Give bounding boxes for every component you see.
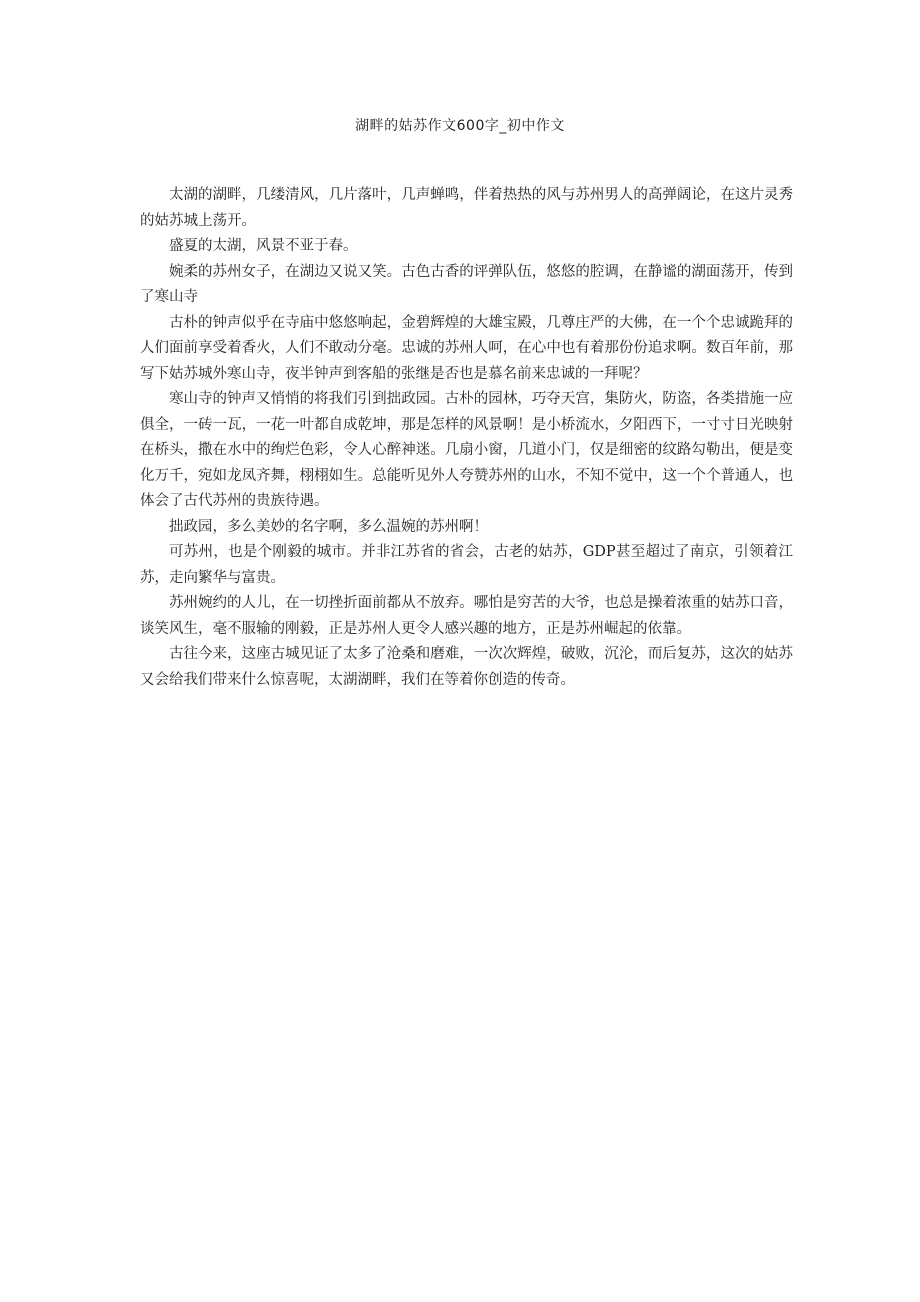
- document-body: [140, 183, 793, 693]
- paragraph-1: 太湖的湖畔，几缕清风，几片落叶，几声蝉鸣，伴着热热的风与苏州男人的高弹阔论，在这片灵秀的姑苏城上荡开。: [140, 187, 793, 229]
- paragraph-8: 苏州婉约的人儿，在一切挫折面前都从不放弃。哪怕是穷苦的大爷，也总是操着浓重的姑苏口音，谈笑风生，毫不服输的刚毅，正是苏州人更令人感兴趣的地方，正是苏州崛起的依靠。: [140, 595, 793, 637]
- paragraph-7: 可苏州，也是个刚毅的城市。并非江苏省的省会，古老的姑苏，GDP甚至超过了南京，引领着江苏，走向繁华与富贵。: [140, 544, 793, 586]
- paragraph-3: 婉柔的苏州女子，在湖边又说又笑。古色古香的评弹队伍，悠悠的腔调，在静谧的湖面荡开，传到了寒山寺: [140, 263, 793, 305]
- paragraph-4: 古朴的钟声似乎在寺庙中悠悠响起，金碧辉煌的大雄宝殿，几尊庄严的大佛，在一个个忠诚跪拜的人们面前享受着香火，人们不敢动分毫。忠诚的苏州人呵，在心中也有着那份份追求啊。数百年前，那写下姑苏城外寒山寺，夜半钟声到客船的张继是否也是慕名前来忠诚的一拜呢？: [140, 314, 793, 382]
- document-title: 湖畔的姑苏作文600字_初中作文: [355, 118, 565, 134]
- paragraph-9: 古往今来，这座古城见证了太多了沧桑和磨难，一次次辉煌，破败，沉沦，而后复苏，这次的姑苏又会给我们带来什么惊喜呢，太湖湖畔，我们在等着你创造的传奇。: [140, 646, 793, 688]
- paragraph-5: 寒山寺的钟声又悄悄的将我们引到拙政园。古朴的园林，巧夺天宫，集防火，防盗，各类措施一应俱全，一砖一瓦，一花一叶都自成乾坤，那是怎样的风景啊！是小桥流水，夕阳西下，一寸寸日光映射在桥头，撒在水中的绚烂色彩，令人心醉神迷。几扇小窗，几道小门，仅是细密的纹路勾勒出，便是变化万千，宛如龙凤齐舞，栩栩如生。总能听见外人夸赞苏州的山水，不知不觉中，这一个个普通人，也体会了古代苏州的贵族待遇。: [140, 391, 793, 509]
- paragraph-2: 盛夏的太湖，风景不亚于春。: [169, 238, 358, 254]
- paragraph-6: 拙政园，多么美妙的名字啊，多么温婉的苏州啊！: [169, 518, 488, 535]
